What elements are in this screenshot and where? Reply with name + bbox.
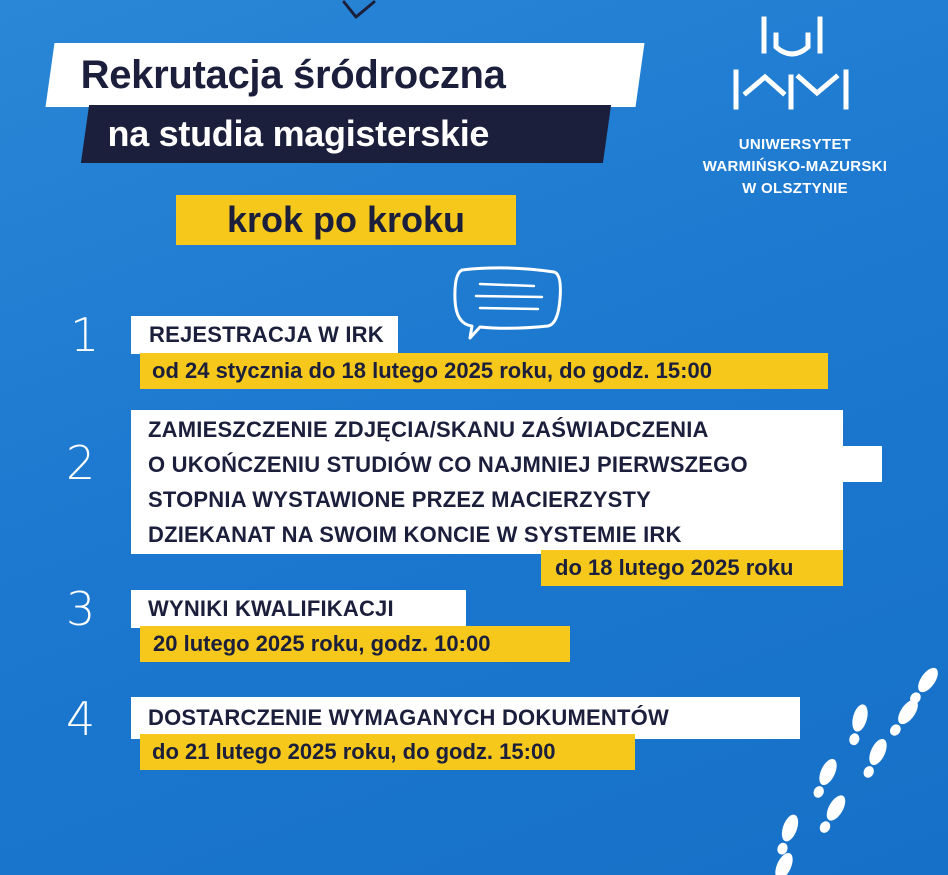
step-2-title-line-4: DZIEKANAT NA SWOIM KONCIE W SYSTEMIE IRK — [148, 522, 682, 547]
step-2-date: do 18 lutego 2025 roku — [541, 550, 843, 586]
step-2-title-lines — [131, 412, 748, 552]
step-4-number: 4 — [66, 692, 96, 746]
university-name-line-2: WARMIŃSKO-MAZURSKI — [702, 158, 888, 175]
step-4-title: DOSTARCZENIE WYMAGANYCH DOKUMENTÓW — [131, 697, 800, 739]
footprints-icon — [760, 660, 948, 875]
step-3-number: 3 — [66, 582, 96, 636]
speech-bubble-icon — [450, 264, 565, 340]
step-2-title-line-2: O UKOŃCZENIU STUDIÓW CO NAJMNIEJ PIERWSZEGO — [148, 452, 748, 477]
university-name — [680, 134, 910, 200]
university-logo-icon — [731, 15, 851, 111]
step-2-number: 2 — [66, 436, 96, 490]
step-3-date: 20 lutego 2025 roku, godz. 10:00 — [140, 626, 570, 662]
step-2-title-line-1: ZAMIESZCZENIE ZDJĘCIA/SKANU ZAŚWIADCZENIA — [148, 417, 709, 442]
step-1-number: 1 — [70, 308, 100, 362]
step-3-title: WYNIKI KWALIFIKACJI — [131, 590, 466, 628]
step-1-date: od 24 stycznia do 18 lutego 2025 roku, do godz. 15:00 — [140, 353, 828, 389]
university-name-line-1: UNIWERSYTET — [738, 136, 852, 153]
university-name-line-3: W OLSZTYNIE — [742, 180, 848, 197]
title-line-2: na studia magisterskie — [81, 105, 611, 163]
step-1-title: REJESTRACJA W IRK — [131, 316, 398, 354]
title-line-1: Rekrutacja śródroczna — [46, 43, 645, 107]
subtitle-badge: krok po kroku — [176, 195, 516, 245]
step-4-date: do 21 lutego 2025 roku, do godz. 15:00 — [140, 734, 635, 770]
step-2-title-line-3: STOPNIA WYSTAWIONE PRZEZ MACIERZYSTY — [148, 487, 652, 512]
arrow-doodle-icon — [340, 0, 380, 22]
